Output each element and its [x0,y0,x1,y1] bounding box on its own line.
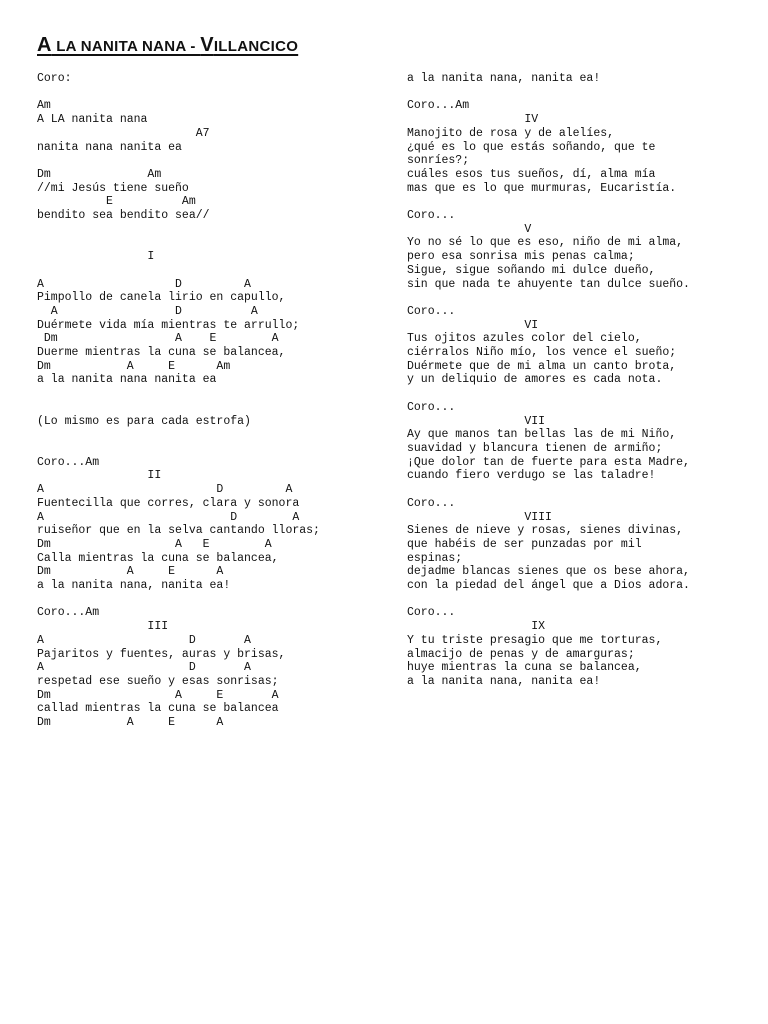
title-initial-a: A [37,34,52,56]
lyrics-right-column: a la nanita nana, nanita ea! Coro...Am IV Manojito de rosa y de alelíes, ¿qué es lo que estás soñando, que te sonríes?; cuáles esos tus sueños, dí, alma mía mas que es lo que murmuras, Eucaristía. Coro... V Yo no sé lo que es eso, niño de mi alma, pero esa sonrisa mis penas calma; Sigue, sigue soñando mi dulce dueño, sin que nada te ahuyente tan dulce sueño. Coro... VI Tus ojitos azules color del cielo, ciérralos Niño mío, los vence el sueño; Duérmete que de mi alma un canto brota, y un deliquio de amores es cada nota. Coro... VII Ay que manos tan bellas las de mi Niño, suavidad y blancura tienen de armiño; ¡Que dolor tan de fuerte para esta Madre, cuando fiero verdugo se las taladre! Coro... VIII Sienes de nieve y rosas, sienes divinas, que habéis de ser punzadas por mil espinas; dejadme blancas sienes que os bese ahora, con la piedad del ángel que a Dios adora. Coro... IX Y tu triste presagio que me torturas, almacijo de penas y de amarguras; huye mientras la cuna se balancea, a la nanita nana, nanita ea! [407,72,690,688]
lyrics-left-column: Coro: Am A LA nanita nana A7 nanita nana nanita ea Dm Am //mi Jesús tiene sueño E Am bendito sea bendito sea// I A D A Pimpollo de canela lirio en capullo, A D A Duérmete vida mía mientras te arrullo; Dm A E A Duerme mientras la cuna se balancea, Dm A E Am a la nanita nana nanita ea (Lo mismo es para cada estrofa) Coro...Am II A D A Fuentecilla que corres, clara y sonora A D A ruiseñor que en la selva cantando lloras; Dm A E A Calla mientras la cuna se balancea, Dm A E A a la nanita nana, nanita ea! Coro...Am III A D A Pajaritos y fuentes, auras y brisas, A D A respetad ese sueño y esas sonrisas; Dm A E A callad mientras la cuna se balancea Dm A E A [37,72,320,730]
document-title [37,34,298,57]
title-part-2: ILLANCICO [213,38,299,55]
title-initial-v: V [200,34,214,56]
title-part-1: LA NANITA NANA - [51,38,201,55]
